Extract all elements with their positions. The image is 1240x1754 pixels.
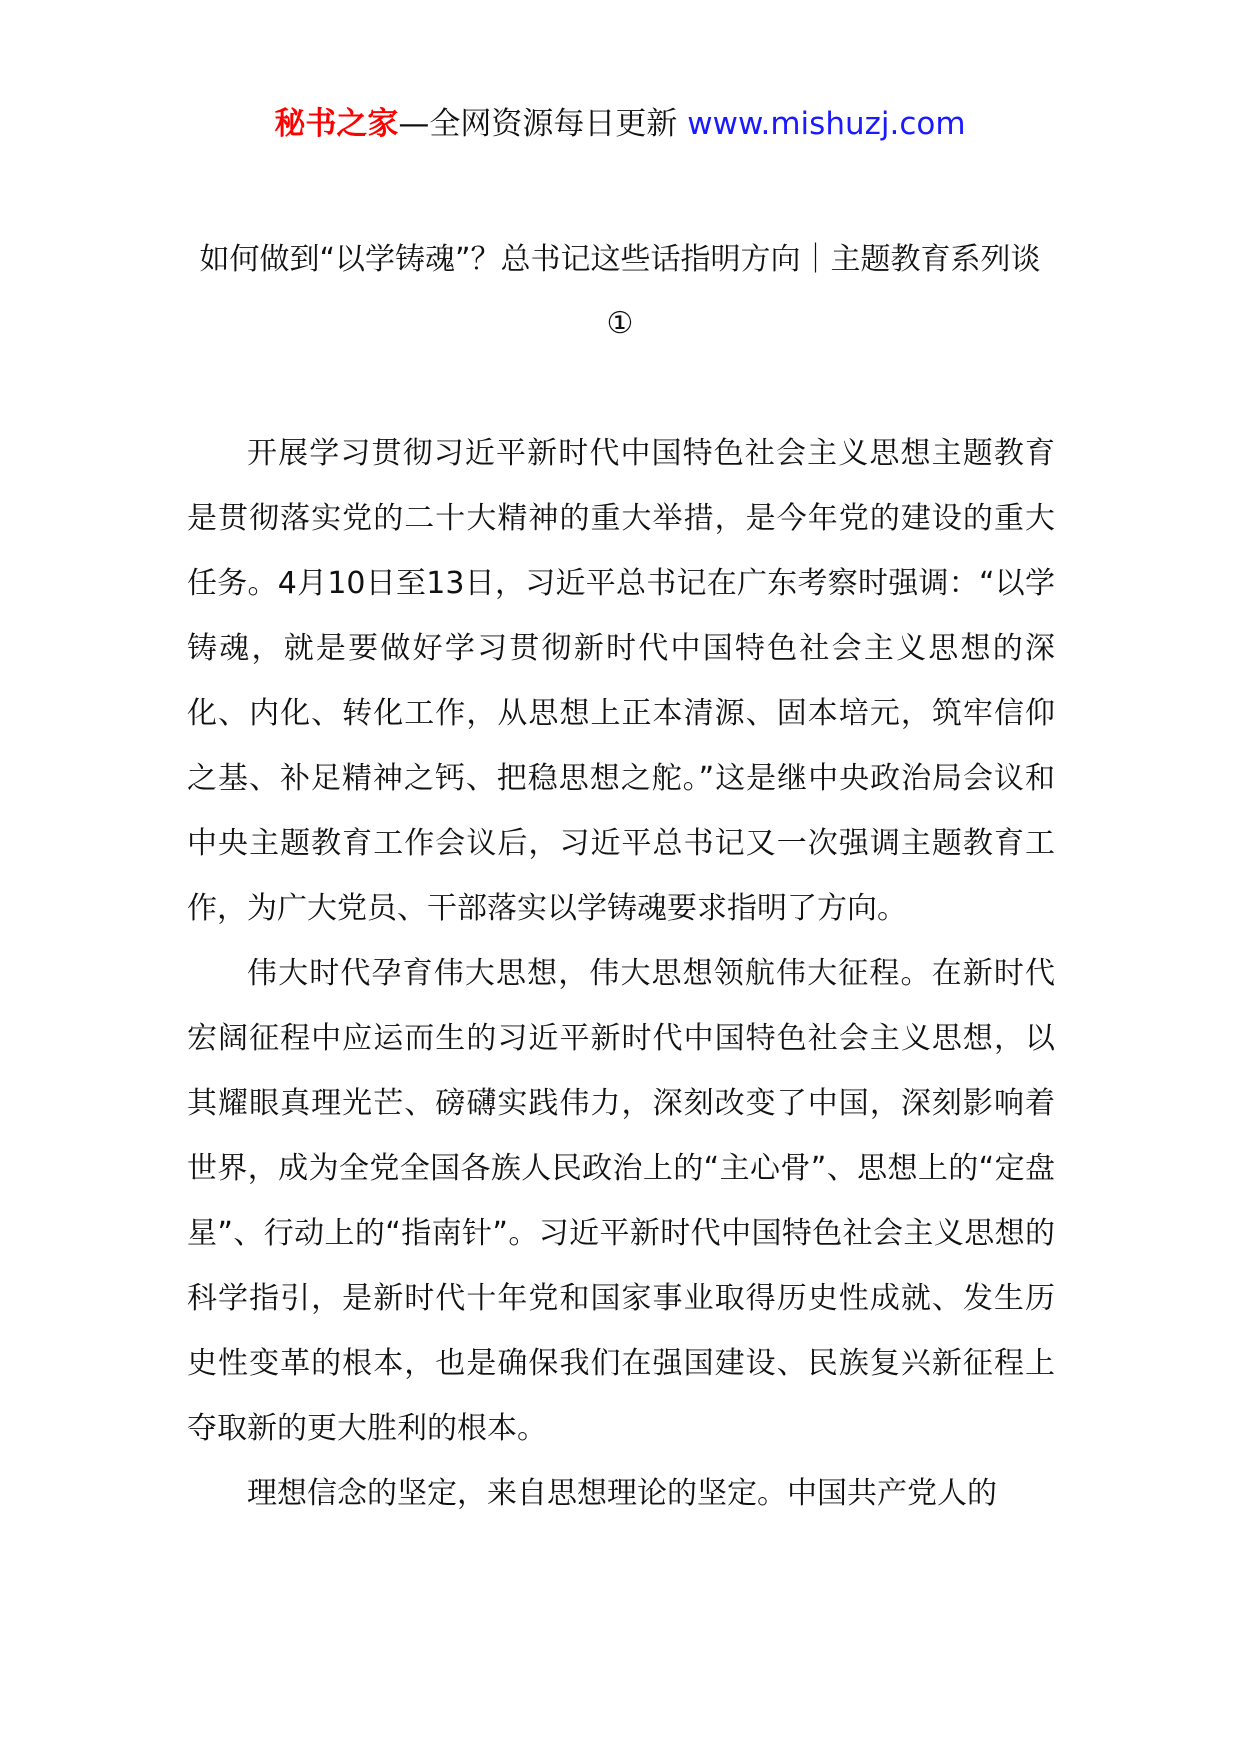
- brand-name: 秘书之家: [274, 106, 399, 142]
- paragraph-2: 伟大时代孕育伟大思想，伟大思想领航伟大征程。在新时代宏阔征程中应运而生的习近平新时代中国特色社会主义思想，以其耀眼真理光芒、磅礴实践伟力，深刻改变了中国，深刻影响着世界，成为全党全国各族人民政治上的“主心骨”、思想上的“定盘星”、行动上的“指南针”。习近平新时代中国特色社会主义思想的科学指引，是新时代十年党和国家事业取得历史性成就、发生历史性变革的根本，也是确保我们在强国建设、民族复兴新征程上夺取新的更大胜利的根本。: [187, 956, 1055, 1446]
- site-url-link[interactable]: www.mishuzj.com: [687, 106, 966, 142]
- paragraph-1: 开展学习贯彻习近平新时代中国特色社会主义思想主题教育是贯彻落实党的二十大精神的重大举措，是今年党的建设的重大任务。4月10日至13日，习近平总书记在广东考察时强调：“以学铸魂，就是要做好学习贯彻新时代中国特色社会主义思想的深化、内化、转化工作，从思想上正本清源、固本培元，筑牢信仰之基、补足精神之钙、把稳思想之舵。”这是继中央政治局会议和中央主题教育工作会议后，习近平总书记又一次强调主题教育工作，为广大党员、干部落实以学铸魂要求指明了方向。: [187, 436, 1055, 926]
- article-body: [187, 421, 1055, 1526]
- article-title: 如何做到“以学铸魂”？总书记这些话指明方向｜主题教育系列谈①: [199, 242, 1041, 341]
- paragraph-3: 理想信念的坚定，来自思想理论的坚定。中国共产党人的: [247, 1476, 997, 1511]
- header-tagline: —全网资源每日更新: [398, 106, 688, 142]
- site-header: [0, 100, 1240, 148]
